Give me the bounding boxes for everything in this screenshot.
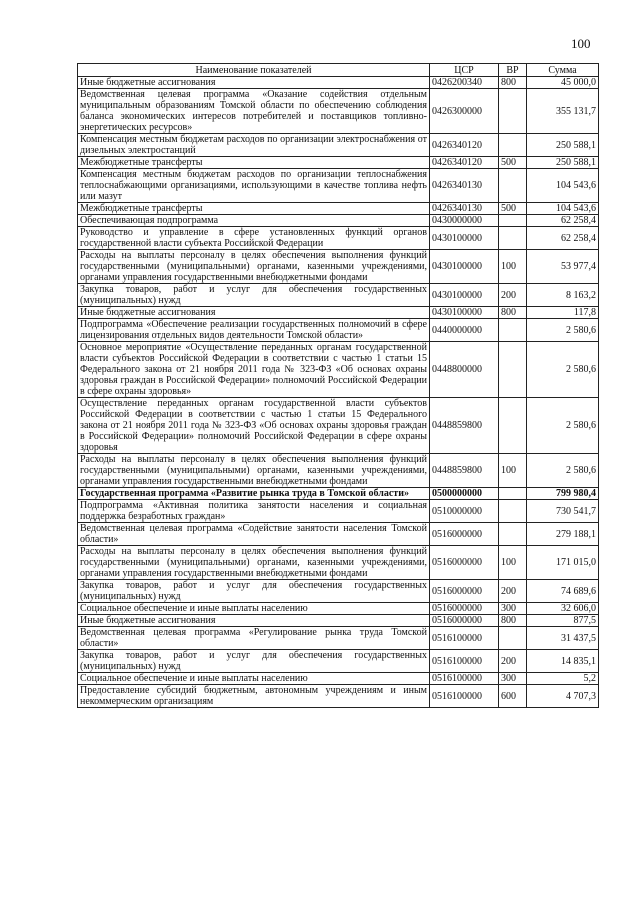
row-vr-cell bbox=[499, 523, 527, 546]
row-vr-cell bbox=[499, 398, 527, 454]
row-csr-cell: 0448859800 bbox=[430, 398, 499, 454]
row-vr-cell: 200 bbox=[499, 650, 527, 673]
table-row bbox=[78, 673, 599, 685]
row-name-cell: Межбюджетные трансферты bbox=[78, 157, 430, 169]
row-name-cell: Руководство и управление в сфере установленных функций органов государственной власти субъекта Российской Федерации bbox=[78, 227, 430, 250]
row-name-cell: Ведомственная целевая программа «Регулирование рынка труда Томской области» bbox=[78, 627, 430, 650]
row-sum-cell: 355 131,7 bbox=[527, 89, 599, 134]
row-name-cell: Государственная программа «Развитие рынка труда в Томской области» bbox=[78, 488, 430, 500]
table-row bbox=[78, 488, 599, 500]
page-number: 100 bbox=[571, 36, 591, 51]
row-csr-cell: 0426300000 bbox=[430, 89, 499, 134]
table-row bbox=[78, 157, 599, 169]
table-row bbox=[78, 134, 599, 157]
row-vr-cell bbox=[499, 627, 527, 650]
row-csr-cell: 0430100000 bbox=[430, 307, 499, 319]
row-csr-cell: 0426340130 bbox=[430, 203, 499, 215]
table-row bbox=[78, 169, 599, 203]
row-vr-cell: 100 bbox=[499, 454, 527, 488]
row-sum-cell: 45 000,0 bbox=[527, 77, 599, 89]
row-name-cell: Осуществление переданных органам государственной власти субъектов Российской Федерации в соответствии с частью 1 статьи 15 Федерального закона от 21 ноября 2011 года № 323-ФЗ «Об основах охраны здоровья граждан в Российской Федерации» полномочий Российской Федерации в сфере охраны здоровья bbox=[78, 398, 430, 454]
row-name-cell: Расходы на выплаты персоналу в целях обеспечения выполнения функций государственными (муниципальными) органами, казенными учреждениями, органами управления государственными внебюджетными фондами bbox=[78, 250, 430, 284]
row-csr-cell: 0516100000 bbox=[430, 673, 499, 685]
row-name-cell: Закупка товаров, работ и услуг для обеспечения государственных (муниципальных) нужд bbox=[78, 580, 430, 603]
table-row bbox=[78, 284, 599, 307]
table-row bbox=[78, 523, 599, 546]
table-row bbox=[78, 398, 599, 454]
row-vr-cell: 800 bbox=[499, 307, 527, 319]
row-csr-cell: 0426340130 bbox=[430, 169, 499, 203]
table-row bbox=[78, 227, 599, 250]
row-name-cell: Расходы на выплаты персоналу в целях обеспечения выполнения функций государственными (муниципальными) органами, казенными учреждениями, органами управления государственными внебюджетными фондами bbox=[78, 546, 430, 580]
row-csr-cell: 0516000000 bbox=[430, 580, 499, 603]
row-name-cell: Иные бюджетные ассигнования bbox=[78, 307, 430, 319]
row-vr-cell: 200 bbox=[499, 284, 527, 307]
table-row bbox=[78, 546, 599, 580]
row-name-cell: Закупка товаров, работ и услуг для обеспечения государственных (муниципальных) нужд bbox=[78, 284, 430, 307]
row-csr-cell: 0516100000 bbox=[430, 650, 499, 673]
row-sum-cell: 117,8 bbox=[527, 307, 599, 319]
row-name-cell: Межбюджетные трансферты bbox=[78, 203, 430, 215]
row-name-cell: Предоставление субсидий бюджетным, автономным учреждениям и иным некоммерческим организациям bbox=[78, 685, 430, 708]
row-csr-cell: 0516000000 bbox=[430, 615, 499, 627]
row-vr-cell bbox=[499, 89, 527, 134]
row-sum-cell: 171 015,0 bbox=[527, 546, 599, 580]
row-vr-cell: 800 bbox=[499, 77, 527, 89]
row-vr-cell bbox=[499, 227, 527, 250]
table-row bbox=[78, 500, 599, 523]
row-csr-cell: 0448800000 bbox=[430, 342, 499, 398]
row-sum-cell: 31 437,5 bbox=[527, 627, 599, 650]
row-vr-cell: 200 bbox=[499, 580, 527, 603]
row-csr-cell: 0516000000 bbox=[430, 523, 499, 546]
table-row bbox=[78, 203, 599, 215]
row-sum-cell: 2 580,6 bbox=[527, 454, 599, 488]
row-csr-cell: 0500000000 bbox=[430, 488, 499, 500]
row-sum-cell: 877,5 bbox=[527, 615, 599, 627]
row-sum-cell: 104 543,6 bbox=[527, 169, 599, 203]
row-sum-cell: 2 580,6 bbox=[527, 398, 599, 454]
row-sum-cell: 62 258,4 bbox=[527, 227, 599, 250]
row-sum-cell: 8 163,2 bbox=[527, 284, 599, 307]
row-vr-cell bbox=[499, 488, 527, 500]
row-vr-cell: 100 bbox=[499, 546, 527, 580]
table-body bbox=[78, 77, 599, 708]
row-sum-cell: 799 980,4 bbox=[527, 488, 599, 500]
row-csr-cell: 0448859800 bbox=[430, 454, 499, 488]
row-vr-cell: 100 bbox=[499, 250, 527, 284]
row-sum-cell: 2 580,6 bbox=[527, 319, 599, 342]
row-csr-cell: 0440000000 bbox=[430, 319, 499, 342]
table-row bbox=[78, 319, 599, 342]
row-sum-cell: 14 835,1 bbox=[527, 650, 599, 673]
row-name-cell: Компенсация местным бюджетам расходов по организации теплоснабжения теплоснабжающими организациями, использующими в качестве топлива нефть или мазут bbox=[78, 169, 430, 203]
table-row bbox=[78, 307, 599, 319]
row-name-cell: Социальное обеспечение и иные выплаты населению bbox=[78, 603, 430, 615]
row-sum-cell: 32 606,0 bbox=[527, 603, 599, 615]
row-name-cell: Подпрограмма «Обеспечение реализации государственных полномочий в сфере лицензирования отдельных видов деятельности Томской области» bbox=[78, 319, 430, 342]
row-name-cell: Ведомственная целевая программа «Содействие занятости населения Томской области» bbox=[78, 523, 430, 546]
row-vr-cell: 500 bbox=[499, 203, 527, 215]
row-sum-cell: 4 707,3 bbox=[527, 685, 599, 708]
row-sum-cell: 5,2 bbox=[527, 673, 599, 685]
row-vr-cell: 300 bbox=[499, 603, 527, 615]
row-csr-cell: 0430000000 bbox=[430, 215, 499, 227]
row-vr-cell: 600 bbox=[499, 685, 527, 708]
row-name-cell: Социальное обеспечение и иные выплаты населению bbox=[78, 673, 430, 685]
row-sum-cell: 74 689,6 bbox=[527, 580, 599, 603]
row-csr-cell: 0426200340 bbox=[430, 77, 499, 89]
row-vr-cell bbox=[499, 500, 527, 523]
table-row bbox=[78, 342, 599, 398]
header-csr: ЦСР bbox=[430, 64, 499, 77]
budget-table bbox=[77, 63, 599, 708]
row-csr-cell: 0430100000 bbox=[430, 250, 499, 284]
table-row bbox=[78, 89, 599, 134]
row-sum-cell: 730 541,7 bbox=[527, 500, 599, 523]
row-vr-cell bbox=[499, 134, 527, 157]
row-csr-cell: 0430100000 bbox=[430, 227, 499, 250]
table-row bbox=[78, 250, 599, 284]
row-csr-cell: 0510000000 bbox=[430, 500, 499, 523]
row-vr-cell: 300 bbox=[499, 673, 527, 685]
row-vr-cell: 800 bbox=[499, 615, 527, 627]
row-sum-cell: 279 188,1 bbox=[527, 523, 599, 546]
table-row bbox=[78, 627, 599, 650]
row-csr-cell: 0516000000 bbox=[430, 546, 499, 580]
row-name-cell: Компенсация местным бюджетам расходов по организации электроснабжения от дизельных электростанций bbox=[78, 134, 430, 157]
row-name-cell: Иные бюджетные ассигнования bbox=[78, 615, 430, 627]
row-vr-cell bbox=[499, 342, 527, 398]
table-row bbox=[78, 603, 599, 615]
table-row bbox=[78, 454, 599, 488]
table-row bbox=[78, 650, 599, 673]
row-csr-cell: 0426340120 bbox=[430, 134, 499, 157]
row-name-cell: Обеспечивающая подпрограмма bbox=[78, 215, 430, 227]
row-vr-cell bbox=[499, 215, 527, 227]
table-row bbox=[78, 77, 599, 89]
header-name: Наименование показателей bbox=[78, 64, 430, 77]
row-csr-cell: 0426340120 bbox=[430, 157, 499, 169]
row-sum-cell: 53 977,4 bbox=[527, 250, 599, 284]
row-name-cell: Расходы на выплаты персоналу в целях обеспечения выполнения функций государственными (муниципальными) органами, казенными учреждениями, органами управления государственными внебюджетными фондами bbox=[78, 454, 430, 488]
row-sum-cell: 104 543,6 bbox=[527, 203, 599, 215]
table-header-row bbox=[78, 64, 599, 77]
row-sum-cell: 62 258,4 bbox=[527, 215, 599, 227]
row-name-cell: Иные бюджетные ассигнования bbox=[78, 77, 430, 89]
row-csr-cell: 0430100000 bbox=[430, 284, 499, 307]
row-csr-cell: 0516100000 bbox=[430, 627, 499, 650]
row-vr-cell bbox=[499, 169, 527, 203]
row-sum-cell: 250 588,1 bbox=[527, 134, 599, 157]
table-row bbox=[78, 215, 599, 227]
header-vr: ВР bbox=[499, 64, 527, 77]
row-sum-cell: 250 588,1 bbox=[527, 157, 599, 169]
row-csr-cell: 0516000000 bbox=[430, 603, 499, 615]
header-sum: Сумма bbox=[527, 64, 599, 77]
row-vr-cell bbox=[499, 319, 527, 342]
table-row bbox=[78, 615, 599, 627]
row-sum-cell: 2 580,6 bbox=[527, 342, 599, 398]
table-row bbox=[78, 685, 599, 708]
row-name-cell: Закупка товаров, работ и услуг для обеспечения государственных (муниципальных) нужд bbox=[78, 650, 430, 673]
row-csr-cell: 0516100000 bbox=[430, 685, 499, 708]
row-vr-cell: 500 bbox=[499, 157, 527, 169]
row-name-cell: Основное мероприятие «Осуществление переданных органам государственной власти субъектов Российской Федерации в соответствии с частью 1 статьи 15 Федерального закона от 21 ноября 2011 года № 323-ФЗ «Об основах охраны здоровья граждан в Российской Федерации» полномочий Российской Федерации в сфере охраны здоровья» bbox=[78, 342, 430, 398]
table-row bbox=[78, 580, 599, 603]
row-name-cell: Ведомственная целевая программа «Оказание содействия отдельным муниципальным образованиям Томской области по обеспечению соблюдения баланса экономических интересов потребителей и поставщиков топливно-энергетических ресурсов» bbox=[78, 89, 430, 134]
row-name-cell: Подпрограмма «Активная политика занятости населения и социальная поддержка безработных граждан» bbox=[78, 500, 430, 523]
